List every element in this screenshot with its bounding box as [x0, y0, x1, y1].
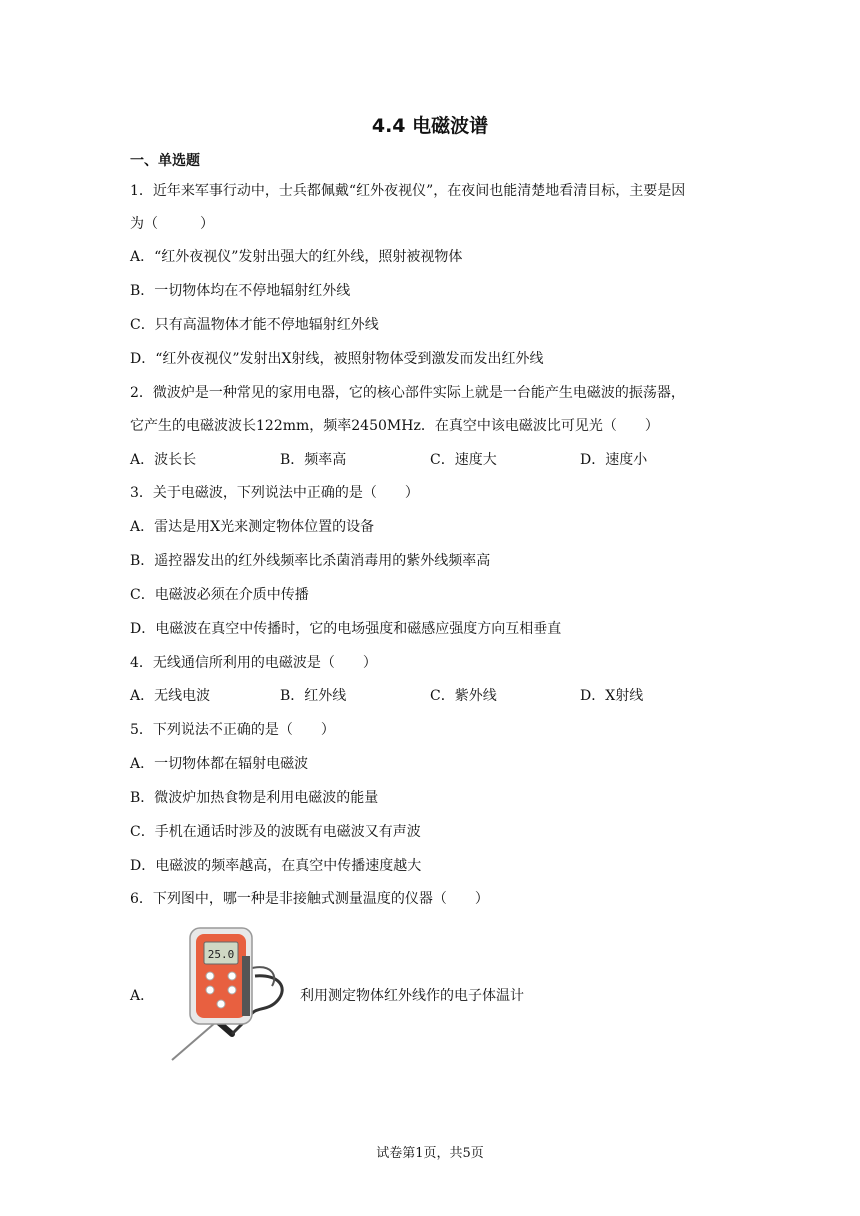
- question-3-option-b: B．遥控器发出的红外线频率比杀菌消毒用的紫外线频率高: [130, 553, 491, 569]
- question-1-option-c: C．只有高温物体才能不停地辐射红外线: [130, 317, 379, 333]
- question-3-option-d: D．电磁波在真空中传播时，它的电场强度和磁感应强度方向互相垂直: [130, 621, 562, 637]
- question-4-option-b: B．红外线: [280, 688, 347, 704]
- question-1-stem-line-1: 1．近年来军事行动中，士兵都佩戴“红外夜视仪”，在夜间也能清楚地看清目标，主要是因: [130, 183, 686, 199]
- question-3-option-a: A．雷达是用X光来测定物体位置的设备: [130, 519, 375, 535]
- page-title: 4.4 电磁波谱: [371, 115, 489, 137]
- question-4-option-d: D．X射线: [580, 688, 644, 704]
- question-1-stem-line-2: 为（ ）: [130, 216, 214, 232]
- device-display-text: 25.0: [207, 948, 235, 961]
- question-4-option-a: A．无线电波: [130, 688, 211, 704]
- question-2-stem-line-1: 2．微波炉是一种常见的家用电器，它的核心部件实际上就是一台能产生电磁波的振荡器，: [130, 385, 685, 401]
- thermometer-image: [160, 916, 300, 1066]
- question-1-option-b: B．一切物体均在不停地辐射红外线: [130, 283, 351, 299]
- question-6-stem: 6．下列图中，哪一种是非接触式测量温度的仪器（ ）: [130, 891, 489, 907]
- question-2-option-d: D．速度小: [580, 452, 648, 468]
- question-6-option-a-label: A．: [130, 988, 155, 1004]
- question-5-stem: 5．下列说法不正确的是（ ）: [130, 722, 335, 738]
- question-5-option-c: C．手机在通话时涉及的波既有电磁波又有声波: [130, 824, 421, 840]
- question-2-stem-line-2: 它产生的电磁波波长122mm，频率2450MHz．在真空中该电磁波比可见光（ ）: [130, 418, 659, 434]
- question-3-option-c: C．电磁波必须在介质中传播: [130, 587, 309, 603]
- question-1-option-d: D．“红外夜视仪”发射出X射线，被照射物体受到激发而发出红外线: [130, 351, 544, 367]
- question-2-option-c: C．速度大: [430, 452, 497, 468]
- question-5-option-b: B．微波炉加热食物是利用电磁波的能量: [130, 790, 379, 806]
- question-1-option-a: A．“红外夜视仪”发射出强大的红外线，照射被视物体: [130, 249, 463, 265]
- section-heading: 一、单选题: [130, 153, 200, 169]
- question-4-stem: 4．无线通信所利用的电磁波是（ ）: [130, 655, 377, 671]
- question-5-option-d: D．电磁波的频率越高，在真空中传播速度越大: [130, 858, 422, 874]
- question-3-stem: 3．关于电磁波，下列说法中正确的是（ ）: [130, 485, 419, 501]
- page-footer: 试卷第1页，共5页: [376, 1146, 484, 1161]
- question-6-option-a-text: 利用测定物体红外线作的电子体温计: [300, 988, 524, 1004]
- question-5-option-a: A．一切物体都在辐射电磁波: [130, 756, 309, 772]
- question-2-option-b: B．频率高: [280, 452, 347, 468]
- question-4-option-c: C．紫外线: [430, 688, 497, 704]
- question-2-option-a: A．波长长: [130, 452, 197, 468]
